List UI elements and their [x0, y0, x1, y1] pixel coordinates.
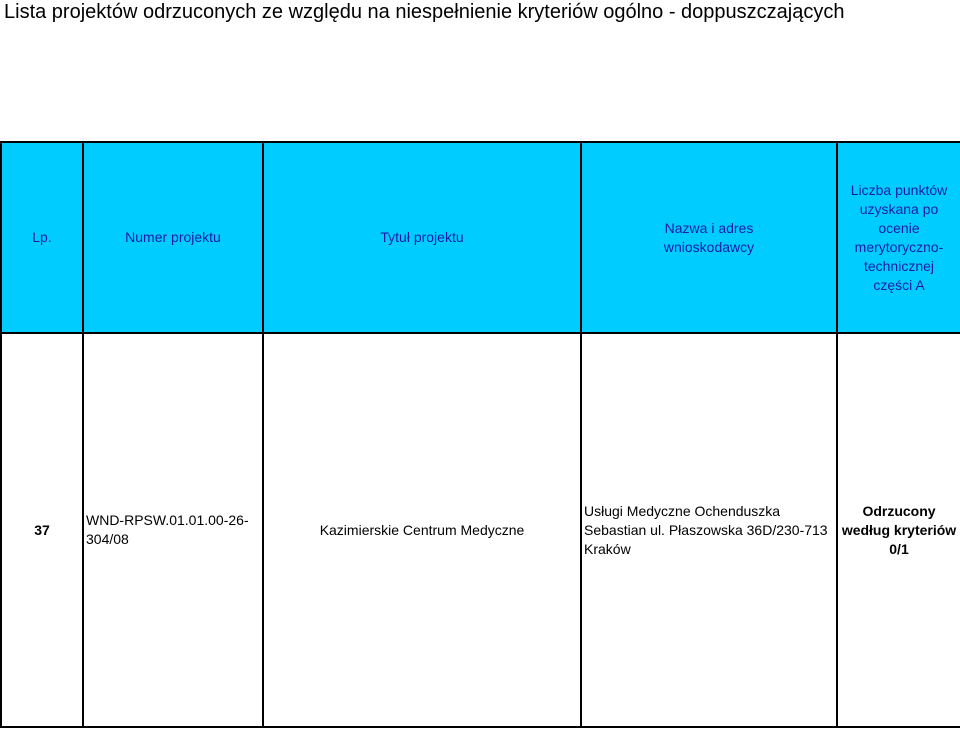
- header-punkty-line: części A: [873, 276, 925, 293]
- cell-numer-projektu: [83, 333, 263, 727]
- header-punkty-line: Liczba punktów: [850, 181, 948, 198]
- header-punkty-line: uzyskana po: [859, 200, 939, 217]
- header-punkty-line: technicznej: [863, 257, 935, 274]
- rejected-projects-table: [0, 141, 960, 728]
- header-nazwa-line: wnioskodawcy: [663, 238, 755, 255]
- header-lp: Lp.: [1, 142, 83, 333]
- cell-numer-line: 304/08: [86, 531, 129, 547]
- cell-numer-line: WND-RPSW.01.01.00-26-: [86, 512, 249, 528]
- cell-wnioskodawca-line: Usługi Medyczne Ochenduszka: [584, 502, 781, 519]
- cell-status: [837, 333, 960, 727]
- table-row: [1, 333, 960, 727]
- header-punkty-line: ocenie: [878, 219, 920, 236]
- cell-wnioskodawca-line: Sebastian ul. Płaszowska 36D/230-713: [584, 521, 828, 538]
- header-liczba-punktow: [837, 142, 960, 333]
- cell-lp: 37: [1, 333, 83, 727]
- header-tytul-projektu: Tytuł projektu: [263, 142, 581, 333]
- cell-status-line: 0/1: [889, 540, 909, 557]
- header-nazwa-adres: [581, 142, 837, 333]
- header-punkty-line: merytoryczno-: [854, 238, 944, 255]
- cell-status-line: Odrzucony: [862, 502, 936, 519]
- cell-wnioskodawca-line: Kraków: [584, 540, 631, 557]
- cell-status-line: według kryteriów: [841, 521, 957, 538]
- table-header-row: [1, 142, 960, 333]
- cell-tytul-projektu: Kazimierskie Centrum Medyczne: [263, 333, 581, 727]
- header-numer-projektu: Numer projektu: [83, 142, 263, 333]
- header-nazwa-line: Nazwa i adres: [664, 219, 754, 236]
- cell-wnioskodawca: [581, 333, 837, 727]
- page-title: Lista projektów odrzuconych ze względu na niespełnienie kryteriów ogólno - doppuszczających: [4, 1, 845, 23]
